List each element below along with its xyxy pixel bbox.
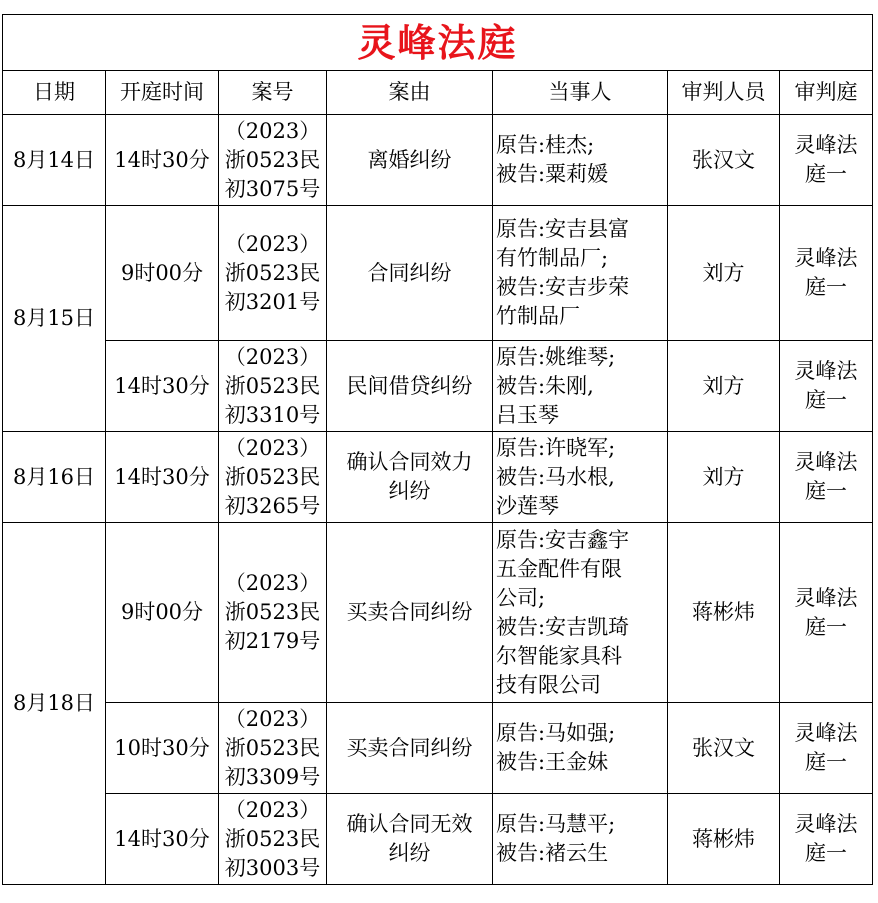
judge-cell: 张汉文 bbox=[668, 703, 780, 794]
court-cell: 灵峰法 庭一 bbox=[780, 432, 873, 523]
parties-cell: 原告:安吉县富 有竹制品厂; 被告:安吉步荣 竹制品厂 bbox=[493, 206, 668, 341]
header-parties: 当事人 bbox=[493, 71, 668, 115]
judge-cell: 张汉文 bbox=[668, 115, 780, 206]
case-no-cell: （2023） 浙0523民 初3075号 bbox=[219, 115, 327, 206]
cause-cell: 民间借贷纠纷 bbox=[327, 341, 493, 432]
judge-cell: 刘方 bbox=[668, 206, 780, 341]
court-cell: 灵峰法 庭一 bbox=[780, 794, 873, 885]
hearing-schedule-table bbox=[2, 14, 873, 885]
date-cell: 8月16日 bbox=[3, 432, 106, 523]
table-row bbox=[3, 703, 873, 794]
table-row bbox=[3, 206, 873, 341]
court-cell: 灵峰法 庭一 bbox=[780, 703, 873, 794]
header-case-no: 案号 bbox=[219, 71, 327, 115]
table-row bbox=[3, 432, 873, 523]
case-no-cell: （2023） 浙0523民 初3003号 bbox=[219, 794, 327, 885]
court-cell: 灵峰法 庭一 bbox=[780, 341, 873, 432]
title-row bbox=[3, 15, 873, 71]
table-row bbox=[3, 115, 873, 206]
header-judge: 审判人员 bbox=[668, 71, 780, 115]
header-cause: 案由 bbox=[327, 71, 493, 115]
case-no-cell: （2023） 浙0523民 初3309号 bbox=[219, 703, 327, 794]
parties-cell: 原告:许晓军; 被告:马水根, 沙莲琴 bbox=[493, 432, 668, 523]
judge-cell: 刘方 bbox=[668, 341, 780, 432]
cause-cell: 合同纠纷 bbox=[327, 206, 493, 341]
court-cell: 灵峰法 庭一 bbox=[780, 115, 873, 206]
parties-cell: 原告:桂杰; 被告:粟莉媛 bbox=[493, 115, 668, 206]
parties-cell: 原告:安吉鑫宇 五金配件有限 公司; 被告:安吉凯琦 尔智能家具科 技有限公司 bbox=[493, 523, 668, 703]
time-cell: 14时30分 bbox=[106, 432, 219, 523]
case-no-cell: （2023） 浙0523民 初3310号 bbox=[219, 341, 327, 432]
time-cell: 14时30分 bbox=[106, 341, 219, 432]
judge-cell: 蒋彬炜 bbox=[668, 794, 780, 885]
parties-cell: 原告:马慧平; 被告:褚云生 bbox=[493, 794, 668, 885]
date-cell: 8月18日 bbox=[3, 523, 106, 885]
time-cell: 10时30分 bbox=[106, 703, 219, 794]
case-no-cell: （2023） 浙0523民 初2179号 bbox=[219, 523, 327, 703]
cause-cell: 确认合同无效 纠纷 bbox=[327, 794, 493, 885]
date-cell: 8月15日 bbox=[3, 206, 106, 432]
cause-cell: 离婚纠纷 bbox=[327, 115, 493, 206]
header-row bbox=[3, 71, 873, 115]
parties-cell: 原告:姚维琴; 被告:朱刚, 吕玉琴 bbox=[493, 341, 668, 432]
time-cell: 9时00分 bbox=[106, 523, 219, 703]
time-cell: 9时00分 bbox=[106, 206, 219, 341]
parties-cell: 原告:马如强; 被告:王金妹 bbox=[493, 703, 668, 794]
time-cell: 14时30分 bbox=[106, 115, 219, 206]
header-court: 审判庭 bbox=[780, 71, 873, 115]
table-row bbox=[3, 523, 873, 703]
header-time: 开庭时间 bbox=[106, 71, 219, 115]
court-cell: 灵峰法 庭一 bbox=[780, 523, 873, 703]
cause-cell: 确认合同效力 纠纷 bbox=[327, 432, 493, 523]
case-no-cell: （2023） 浙0523民 初3265号 bbox=[219, 432, 327, 523]
header-date: 日期 bbox=[3, 71, 106, 115]
table-row bbox=[3, 341, 873, 432]
date-cell: 8月14日 bbox=[3, 115, 106, 206]
cause-cell: 买卖合同纠纷 bbox=[327, 703, 493, 794]
time-cell: 14时30分 bbox=[106, 794, 219, 885]
judge-cell: 刘方 bbox=[668, 432, 780, 523]
table-title: 灵峰法庭 bbox=[3, 15, 873, 71]
court-cell: 灵峰法 庭一 bbox=[780, 206, 873, 341]
case-no-cell: （2023） 浙0523民 初3201号 bbox=[219, 206, 327, 341]
judge-cell: 蒋彬炜 bbox=[668, 523, 780, 703]
table-row bbox=[3, 794, 873, 885]
cause-cell: 买卖合同纠纷 bbox=[327, 523, 493, 703]
